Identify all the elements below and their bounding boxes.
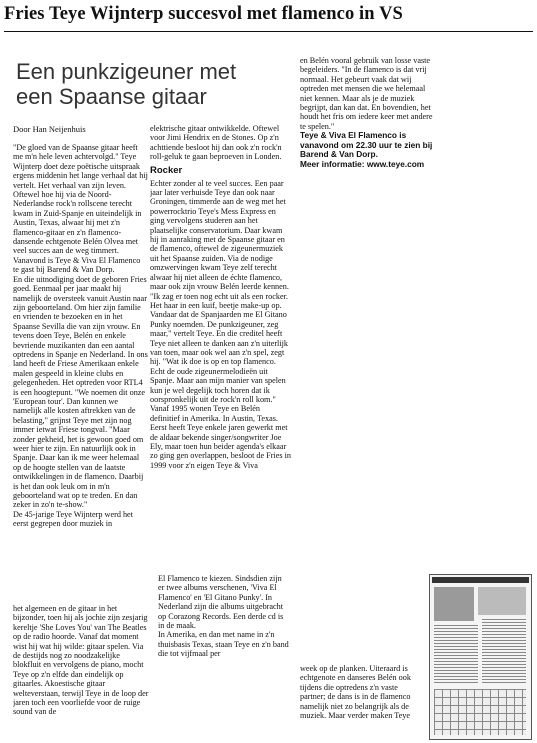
column-2-bottom [158,574,290,660]
column-3-bottom [300,664,425,740]
column-1-wide [13,604,150,740]
paragraph: In Amerika, en dan met name in z'n thuisbasis Texas, staan Teye en z'n band die tot vijfmaal per [158,630,289,659]
thumbnail-photo [478,587,526,615]
subheadline-line-1: Een punkzigeuner met [16,59,237,84]
headline: Fries Teye Wijnterp succesvol met flamenco in VS [4,4,403,24]
byline: Door Han Neijenhuis [13,124,86,134]
thumbnail-grid [434,689,526,735]
subheadline [16,59,286,109]
paragraph: en Belén vooral gebruik van losse vaste begeleiders. "In de flamenco is dat vrij normaal. Het gebeurt vaak dat wij optreden met mensen die we helemaal niet kennen. Maar als je de muziek begrijpt, dan kan dat. En bovendien, het houdt het fris om iedere keer met andere te spelen." [300,56,433,131]
thumbnail-masthead [432,577,529,583]
headline-rule [4,31,533,32]
paragraph: El Flamenco te kiezen. Sindsdien zijn er twee albums verschenen, 'Viva El Flamenco' en 'El Gitano Punky'. In Nederland zijn die albums uitgebracht op Corazong Records. Een derde cd is in de maak. [158,574,284,631]
thumbnail-text [482,619,526,685]
more-info: Meer informatie: www.teye.com [300,158,425,169]
paragraph: week op de planken. Uiteraard is echtgenote en danseres Belén ook tijdens die optredens z'n vaste partner; de dans is in de flamenco namelijk niet zo belangrijk als de muziek. Maar verder maken Teye [300,664,411,721]
thumbnail-photo [434,587,474,621]
paragraph: De 45-jarige Teye Wijnterp werd het eerst gegrepen door muziek in [13,509,133,529]
column-2 [150,124,291,569]
column-3 [300,56,436,194]
thumbnail-text [434,625,478,685]
broadcast-info: Teye & Viva El Flamenco is vanavond om 22.30 uur te zien bij Barend & Van Dorp. [300,130,433,160]
paragraph: "De gloed van de Spaanse gitaar heeft me m'n hele leven achtervolgd." Teye Wijnterp doet deze poëtische uitspraak ergens middenin het lange verhaal dat hij vertelt. Het verhaal van zijn leven. Oftewel hoe hij via de Noord-Nederlandse rock'n rollscene terecht kwam in Zuid-Spanje en uiteindelijk in Austin, Texas, alwaar hij met z'n flamenco-gitaar en z'n flamenco-dansende echtgenote Belén Olvea met veel succes aan de weg timmert. Vanavond is Teye & Viva El Flamenco te gast bij Barend & Van Dorp. [13,143,148,275]
column-1 [13,143,148,603]
newspaper-page-thumbnail [429,574,532,740]
section-heading-rocker: Rocker [150,164,183,176]
paragraph: Echter zonder al te veel succes. Een paar jaar later verhuisde Teye dan ook naar Groningen, timmerde aan de weg met het powerrocktrio Teye's Mess Express en ging vervolgens studeren aan het plaatselijke conservatorium. Daar kwam hij in aanraking met de Spaanse gitaar en de flamenco, oftewel de zigeunermuziek uit het Spaanse zuiden. Via de nodige omzwervingen kwam Teye zelf terecht alwaar hij niet alleen de échte flamenco, maar ook zijn vrouw Belén leerde kennen. [150,178,289,292]
subheadline-line-2: een Spaanse gitaar [16,84,207,109]
paragraph: het algemeen en de gitaar in het bijzonder, toen hij als jochie zijn zesjarig kereltje 'She Loves You' van The Beatles op de radio hoorde. Vanaf dat moment wist hij wat hij wilde: gitaar spelen. Via de destijds nog zo noodzakelijke blokfluit en vervolgens de piano, mocht Teye op z'n elfde dan eindelijk op gitaarles. Akoestische gitaar welteverstaan, terwijl Teye in de loop der jaren toch een voorliefde voor de ruige sound van de [13,604,149,717]
paragraph: En die uitnodiging doet de geboren Fries goed. Eenmaal per jaar maakt hij namelijk de oversteek vanuit Austin naar zijn geboorteland. Om hier zijn familie en vrienden te bezoeken en in het Spaanse Sevilla die van zijn vrouw. En tevens doen Teye, Belén en enkele bevriende muzikanten dan een aantal optredens in Spanje en Nederland. In ons land heeft de Friese Amerikaan enkele malen gespeeld in kleine clubs en gelegenheden. Het optreden voor RTL4 is een hoogtepunt. "We noemen dit onze 'European tour'. Dan kunnen we namelijk alle kosten aftrekken van de belasting," grijnst Teye met zijn nog immer ietwat Friese tongval. "Maar zonder gekheid, het is gewoon goed om weer hier te zijn. En natuurlijk ook in Spanje. Daar kan ik me weer helemaal op de hoogte stellen van de laatste ontwikkelingen in de flamenco. Daarbij is het dan ook leuk om in m'n geboorteland wat op te treden. En dan zeker in zo'n te-show." [13,274,148,510]
paragraph: "Ik zag er toen nog echt uit als een rocker. Het haar in een kuif, beetje make-up op. Vandaar dat de Spanjaarden me El Gitano Punky noemden. De punkzigeuner, zeg maar," vertelt Teye. En die creditel heeft Teye niet alleen te danken aan z'n uiterlijk van toen, maar ook wel aan z'n spel, zegt hij. "Wat ik doe is op en top flamenco. Echt de oude zigeunermelodieën uit Spanje. Maar aan mijn manier van spelen kun je wel degelijk toch horen dat ik oorspronkelijk uit de rock'n roll kom." Vanaf 1995 wonen Teye en Belén definitief in Amerika. In Austin, Texas. Eerst heeft Teye enkele jaren gewerkt met de aldaar bekende singer/songwriter Joe Ely, maar toen hun beider agenda's elkaar zo ging gen overlappen, besloot de Fries in 1999 voor z'n eigen Teye & Viva [150,291,291,470]
paragraph: elektrische gitaar ontwikkelde. Oftewel voor Jimi Hendrix en de Stones. Op z'n achttiende besloot hij dan ook z'n rock'n roll-geluk te gaan beproeven in Londen. [150,124,282,162]
